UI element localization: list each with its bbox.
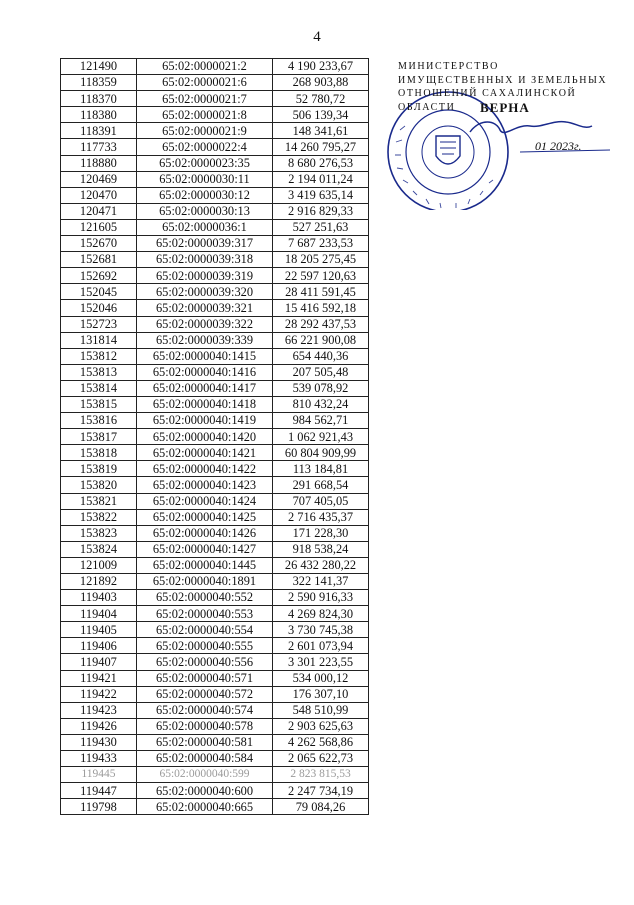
cadastral-number-cell: 65:02:0000040:1445: [137, 557, 273, 573]
table-row: [61, 316, 369, 332]
cadastral-number-cell: 65:02:0000023:35: [137, 155, 273, 171]
value-cell: 18 205 275,45: [273, 252, 369, 268]
cadastral-number-cell: 65:02:0000040:1426: [137, 525, 273, 541]
table-row: [61, 380, 369, 396]
cadastral-number-cell: 65:02:0000040:1422: [137, 461, 273, 477]
row-id-cell: 119430: [61, 734, 137, 750]
table-row: [61, 477, 369, 493]
value-cell: 113 184,81: [273, 461, 369, 477]
cadastral-number-cell: 65:02:0000022:4: [137, 139, 273, 155]
table-row: [61, 799, 369, 815]
row-id-cell: 153818: [61, 445, 137, 461]
cadastral-number-cell: 65:02:0000039:320: [137, 284, 273, 300]
cadastral-number-cell: 65:02:0000040:1418: [137, 396, 273, 412]
row-id-cell: 153817: [61, 429, 137, 445]
cadastral-number-cell: 65:02:0000040:1416: [137, 364, 273, 380]
table-row: [61, 606, 369, 622]
cadastral-number-cell: 65:02:0000040:1425: [137, 509, 273, 525]
value-cell: 60 804 909,99: [273, 445, 369, 461]
row-id-cell: 117733: [61, 139, 137, 155]
table-row: [61, 364, 369, 380]
certification-date: 01 2023г.: [535, 139, 582, 153]
table-row: [61, 767, 369, 783]
cadastral-number-cell: 65:02:0000040:553: [137, 606, 273, 622]
value-cell: 2 601 073,94: [273, 638, 369, 654]
row-id-cell: 153823: [61, 525, 137, 541]
table-row: [61, 284, 369, 300]
seal-core-ring: [422, 126, 474, 178]
row-id-cell: 152723: [61, 316, 137, 332]
row-id-cell: 152670: [61, 236, 137, 252]
value-cell: 506 139,34: [273, 107, 369, 123]
row-id-cell: 119421: [61, 670, 137, 686]
cadastral-number-cell: 65:02:0000040:1421: [137, 445, 273, 461]
table-row: [61, 654, 369, 670]
cadastral-number-cell: 65:02:0000040:1420: [137, 429, 273, 445]
cadastral-number-cell: 65:02:0000039:339: [137, 332, 273, 348]
row-id-cell: 152046: [61, 300, 137, 316]
value-cell: 176 307,10: [273, 686, 369, 702]
table-row: [61, 332, 369, 348]
value-cell: 2 916 829,33: [273, 203, 369, 219]
row-id-cell: 153815: [61, 396, 137, 412]
cadastral-number-cell: 65:02:0000040:574: [137, 702, 273, 718]
cadastral-number-cell: 65:02:0000040:1419: [137, 413, 273, 429]
row-id-cell: 119433: [61, 751, 137, 767]
value-cell: 2 247 734,19: [273, 783, 369, 799]
table-row: [61, 219, 369, 235]
value-cell: 14 260 795,27: [273, 139, 369, 155]
value-cell: 28 411 591,45: [273, 284, 369, 300]
value-cell: 3 301 223,55: [273, 654, 369, 670]
value-cell: 8 680 276,53: [273, 155, 369, 171]
cadastral-number-cell: 65:02:0000030:12: [137, 187, 273, 203]
table-row: [61, 751, 369, 767]
cadastral-number-cell: 65:02:0000040:584: [137, 751, 273, 767]
row-id-cell: 153822: [61, 509, 137, 525]
table-row: [61, 734, 369, 750]
row-id-cell: 119445: [61, 767, 137, 783]
cadastral-number-cell: 65:02:0000040:572: [137, 686, 273, 702]
table-row: [61, 413, 369, 429]
table-row: [61, 574, 369, 590]
table-row: [61, 493, 369, 509]
row-id-cell: 120470: [61, 187, 137, 203]
cadastral-number-cell: 65:02:0000036:1: [137, 219, 273, 235]
row-id-cell: 153814: [61, 380, 137, 396]
cadastral-number-cell: 65:02:0000040:1427: [137, 541, 273, 557]
table-row: [61, 123, 369, 139]
value-cell: 539 078,92: [273, 380, 369, 396]
cadastral-number-cell: 65:02:0000039:317: [137, 236, 273, 252]
row-id-cell: 120471: [61, 203, 137, 219]
cadastral-number-cell: 65:02:0000040:1415: [137, 348, 273, 364]
value-cell: 2 065 622,73: [273, 751, 369, 767]
value-cell: 548 510,99: [273, 702, 369, 718]
value-cell: 1 062 921,43: [273, 429, 369, 445]
value-cell: 4 269 824,30: [273, 606, 369, 622]
table-row: [61, 670, 369, 686]
page-number: 4: [313, 29, 321, 45]
value-cell: 707 405,05: [273, 493, 369, 509]
cadastral-number-cell: 65:02:0000040:555: [137, 638, 273, 654]
value-cell: 291 668,54: [273, 477, 369, 493]
row-id-cell: 118391: [61, 123, 137, 139]
table-row: [61, 396, 369, 412]
row-id-cell: 153820: [61, 477, 137, 493]
value-cell: 654 440,36: [273, 348, 369, 364]
value-cell: 2 590 916,33: [273, 590, 369, 606]
value-cell: 171 228,30: [273, 525, 369, 541]
cadastral-number-cell: 65:02:0000030:13: [137, 203, 273, 219]
cadastral-number-cell: 65:02:0000040:1424: [137, 493, 273, 509]
cadastral-number-cell: 65:02:0000040:600: [137, 783, 273, 799]
value-cell: 28 292 437,53: [273, 316, 369, 332]
value-cell: 66 221 900,08: [273, 332, 369, 348]
row-id-cell: 121490: [61, 59, 137, 75]
value-cell: 534 000,12: [273, 670, 369, 686]
row-id-cell: 119798: [61, 799, 137, 815]
table-row: [61, 541, 369, 557]
cadastral-number-cell: 65:02:0000040:581: [137, 734, 273, 750]
row-id-cell: 119403: [61, 590, 137, 606]
row-id-cell: 118370: [61, 91, 137, 107]
row-id-cell: 120469: [61, 171, 137, 187]
value-cell: 268 903,88: [273, 75, 369, 91]
table-row: [61, 139, 369, 155]
table-row: [61, 622, 369, 638]
row-id-cell: 153816: [61, 413, 137, 429]
registry-table-body: [61, 59, 369, 815]
row-id-cell: 119407: [61, 654, 137, 670]
table-row: [61, 461, 369, 477]
ministry-name: МИНИСТЕРСТВО ИМУЩЕСТВЕННЫХ И ЗЕМЕЛЬНЫХ ОТНОШЕНИЙ САХАЛИНСКОЙ ОБЛАСТИ: [398, 61, 608, 113]
cadastral-number-cell: 65:02:0000039:319: [137, 268, 273, 284]
table-row: [61, 590, 369, 606]
row-id-cell: 119404: [61, 606, 137, 622]
row-id-cell: 118880: [61, 155, 137, 171]
value-cell: 79 084,26: [273, 799, 369, 815]
table-row: [61, 236, 369, 252]
value-cell: 322 141,37: [273, 574, 369, 590]
value-cell: 2 903 625,63: [273, 718, 369, 734]
table-row: [61, 525, 369, 541]
table-row: [61, 718, 369, 734]
cadastral-number-cell: 65:02:0000040:578: [137, 718, 273, 734]
table-row: [61, 107, 369, 123]
row-id-cell: 121009: [61, 557, 137, 573]
value-cell: 7 687 233,53: [273, 236, 369, 252]
row-id-cell: 119447: [61, 783, 137, 799]
cadastral-number-cell: 65:02:0000021:2: [137, 59, 273, 75]
table-row: [61, 686, 369, 702]
table-row: [61, 702, 369, 718]
value-cell: 2 194 011,24: [273, 171, 369, 187]
certified-verna-label: ВЕРНА: [480, 100, 530, 115]
value-cell: 527 251,63: [273, 219, 369, 235]
signature-stroke: [470, 122, 592, 133]
row-id-cell: 152681: [61, 252, 137, 268]
table-row: [61, 91, 369, 107]
cadastral-number-cell: 65:02:0000021:7: [137, 91, 273, 107]
cadastral-number-cell: 65:02:0000040:556: [137, 654, 273, 670]
value-cell: 207 505,48: [273, 364, 369, 380]
row-id-cell: 119405: [61, 622, 137, 638]
row-id-cell: 152692: [61, 268, 137, 284]
value-cell: 15 416 592,18: [273, 300, 369, 316]
table-row: [61, 75, 369, 91]
value-cell: 22 597 120,63: [273, 268, 369, 284]
table-row: [61, 203, 369, 219]
table-row: [61, 348, 369, 364]
value-cell: 148 341,61: [273, 123, 369, 139]
table-row: [61, 252, 369, 268]
row-id-cell: 119406: [61, 638, 137, 654]
value-cell: 3 419 635,14: [273, 187, 369, 203]
cadastral-number-cell: 65:02:0000040:552: [137, 590, 273, 606]
row-id-cell: 152045: [61, 284, 137, 300]
seal-emblem-icon: [436, 136, 460, 164]
row-id-cell: 119422: [61, 686, 137, 702]
seal-inner-ring: [406, 110, 490, 194]
row-id-cell: 153813: [61, 364, 137, 380]
cadastral-number-cell: 65:02:0000040:1423: [137, 477, 273, 493]
value-cell: 52 780,72: [273, 91, 369, 107]
cadastral-number-cell: 65:02:0000021:8: [137, 107, 273, 123]
table-row: [61, 445, 369, 461]
table-row: [61, 300, 369, 316]
value-cell: 2 716 435,37: [273, 509, 369, 525]
row-id-cell: 121605: [61, 219, 137, 235]
table-row: [61, 783, 369, 799]
row-id-cell: 119426: [61, 718, 137, 734]
table-row: [61, 509, 369, 525]
value-cell: 26 432 280,22: [273, 557, 369, 573]
cadastral-number-cell: 65:02:0000021:9: [137, 123, 273, 139]
value-cell: 3 730 745,38: [273, 622, 369, 638]
table-row: [61, 557, 369, 573]
certification-stamp: [370, 60, 620, 210]
row-id-cell: 153812: [61, 348, 137, 364]
cadastral-number-cell: 65:02:0000040:665: [137, 799, 273, 815]
registry-table: [60, 58, 369, 815]
value-cell: 984 562,71: [273, 413, 369, 429]
row-id-cell: 118359: [61, 75, 137, 91]
table-row: [61, 638, 369, 654]
table-row: [61, 59, 369, 75]
table-row: [61, 171, 369, 187]
row-id-cell: 153819: [61, 461, 137, 477]
cadastral-number-cell: 65:02:0000039:322: [137, 316, 273, 332]
cadastral-number-cell: 65:02:0000040:554: [137, 622, 273, 638]
cadastral-number-cell: 65:02:0000040:1891: [137, 574, 273, 590]
cadastral-number-cell: 65:02:0000039:318: [137, 252, 273, 268]
row-id-cell: 118380: [61, 107, 137, 123]
table-row: [61, 155, 369, 171]
cadastral-number-cell: 65:02:0000021:6: [137, 75, 273, 91]
cadastral-number-cell: 65:02:0000039:321: [137, 300, 273, 316]
value-cell: 4 262 568,86: [273, 734, 369, 750]
cadastral-number-cell: 65:02:0000030:11: [137, 171, 273, 187]
value-cell: 918 538,24: [273, 541, 369, 557]
row-id-cell: 153821: [61, 493, 137, 509]
cadastral-number-cell: 65:02:0000040:571: [137, 670, 273, 686]
value-cell: 4 190 233,67: [273, 59, 369, 75]
value-cell: 810 432,24: [273, 396, 369, 412]
cadastral-number-cell: 65:02:0000040:599: [137, 767, 273, 783]
cadastral-number-cell: 65:02:0000040:1417: [137, 380, 273, 396]
row-id-cell: 153824: [61, 541, 137, 557]
row-id-cell: 131814: [61, 332, 137, 348]
table-row: [61, 429, 369, 445]
row-id-cell: 121892: [61, 574, 137, 590]
table-row: [61, 268, 369, 284]
table-row: [61, 187, 369, 203]
value-cell: 2 823 815,53: [273, 767, 369, 783]
row-id-cell: 119423: [61, 702, 137, 718]
